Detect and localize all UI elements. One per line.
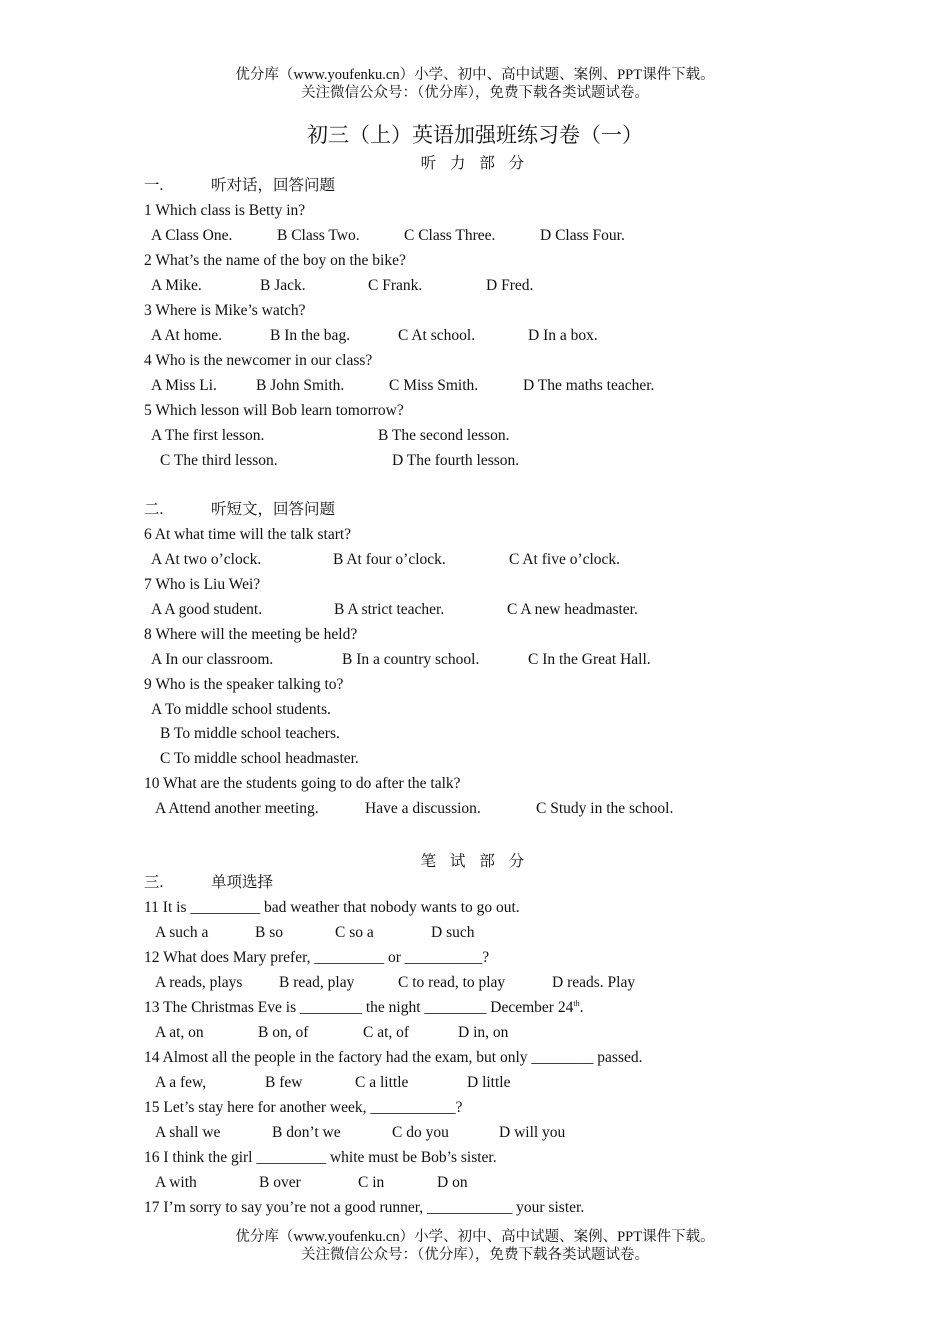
q16-option-d: D on: [437, 1174, 468, 1191]
q1-option-d: D Class Four.: [540, 227, 625, 244]
header-line-2: 关注微信公众号：（优分库），免费下载各类试题试卷。: [301, 85, 649, 101]
q3-option-c: C At school.: [398, 327, 476, 344]
q15-option-d: D will you: [499, 1124, 566, 1141]
part1-label: 听对话，回答问题: [211, 177, 336, 194]
q1-option-c: C Class Three.: [404, 227, 496, 244]
q16-option-c: C in: [358, 1174, 385, 1191]
question-6: 6 At what time will the talk start?: [144, 526, 352, 543]
q11-option-b: B so: [255, 924, 283, 941]
page-title: 初三（上）英语加强班练习卷（一）: [307, 123, 643, 147]
q5-option-d: D The fourth lesson.: [392, 452, 520, 469]
q9-option-b: B To middle school teachers.: [160, 725, 340, 742]
q12-option-d: D reads. Play: [552, 974, 636, 991]
q13-option-b: B on, of: [258, 1024, 309, 1041]
q2-option-a: A Mike.: [151, 277, 202, 294]
header-line-1: 优分库（www.youfenku.cn）小学、初中、高中试题、案例、PPT课件下载。: [235, 67, 715, 83]
q11-option-a: A such a: [155, 924, 209, 941]
q10-option-b: Have a discussion.: [365, 800, 481, 817]
written-heading: 笔 试 部 分: [420, 853, 530, 870]
q2-option-b: B Jack.: [260, 277, 306, 294]
part3-label: 单项选择: [211, 874, 274, 891]
q13-option-c: C at, of: [363, 1024, 410, 1041]
q2-option-c: C Frank.: [368, 277, 423, 294]
part2-number: 二.: [144, 501, 164, 518]
question-5: 5 Which lesson will Bob learn tomorrow?: [144, 402, 404, 419]
q8-option-b: B In a country school.: [342, 651, 480, 668]
q13-end: .: [579, 999, 584, 1016]
q13-option-d: D in, on: [458, 1024, 509, 1041]
q14-option-c: C a little: [355, 1074, 409, 1091]
q15-option-a: A shall we: [155, 1124, 221, 1141]
q5-option-a: A The first lesson.: [151, 427, 265, 444]
q10-option-a: A Attend another meeting.: [155, 800, 319, 817]
q4-option-a: A Miss Li.: [151, 377, 217, 394]
part2-label: 听短文，回答问题: [211, 501, 336, 518]
question-11: 11 It is _________ bad weather that nobody wants to go out.: [144, 899, 520, 916]
question-17: 17 I’m sorry to say you’re not a good runner, ___________ your sister.: [144, 1199, 585, 1216]
q3-option-a: A At home.: [151, 327, 223, 344]
q5-option-b: B The second lesson.: [378, 427, 510, 444]
q1-option-b: B Class Two.: [277, 227, 360, 244]
q13-superscript: th: [573, 999, 580, 1008]
question-2: 2 What’s the name of the boy on the bike?: [144, 252, 406, 269]
q4-option-d: D The maths teacher.: [523, 377, 655, 394]
q15-option-b: B don’t we: [272, 1124, 341, 1141]
q2-option-d: D Fred.: [486, 277, 534, 294]
q12-option-b: B read, play: [279, 974, 355, 991]
q9-option-c: C To middle school headmaster.: [160, 750, 359, 767]
question-4: 4 Who is the newcomer in our class?: [144, 352, 373, 369]
q7-option-b: B A strict teacher.: [334, 601, 445, 618]
q6-option-c: C At five o’clock.: [509, 551, 621, 568]
q13-option-a: A at, on: [155, 1024, 204, 1041]
question-12: 12 What does Mary prefer, _________ or __________?: [144, 949, 490, 966]
q10-option-c: C Study in the school.: [536, 800, 674, 817]
q6-option-b: B At four o’clock.: [333, 551, 446, 568]
q12-option-c: C to read, to play: [398, 974, 506, 991]
q9-option-a: A To middle school students.: [151, 701, 331, 718]
part1-number: 一.: [144, 177, 164, 194]
q8-option-c: C In the Great Hall.: [528, 651, 651, 668]
part3-number: 三.: [144, 874, 164, 891]
q8-option-a: A In our classroom.: [151, 651, 274, 668]
footer-line-2: 关注微信公众号：（优分库），免费下载各类试题试卷。: [301, 1247, 649, 1263]
q11-option-d: D such: [431, 924, 475, 941]
q1-option-a: A Class One.: [151, 227, 233, 244]
question-15: 15 Let’s stay here for another week, ___________?: [144, 1099, 463, 1116]
q13-text: 13 The Christmas Eve is ________ the night ________ December 24: [144, 999, 574, 1016]
q15-option-c: C do you: [392, 1124, 449, 1141]
listening-heading: 听 力 部 分: [420, 155, 530, 172]
q6-option-a: A At two o’clock.: [151, 551, 262, 568]
question-10: 10 What are the students going to do after the talk?: [144, 775, 461, 792]
q4-option-c: C Miss Smith.: [389, 377, 479, 394]
question-7: 7 Who is Liu Wei?: [144, 576, 261, 593]
q7-option-a: A A good student.: [151, 601, 263, 618]
q7-option-c: C A new headmaster.: [507, 601, 638, 618]
q14-option-b: B few: [265, 1074, 303, 1091]
question-9: 9 Who is the speaker talking to?: [144, 676, 344, 693]
q3-option-d: D In a box.: [528, 327, 598, 344]
q16-option-a: A with: [155, 1174, 197, 1191]
question-3: 3 Where is Mike’s watch?: [144, 302, 306, 319]
question-14: 14 Almost all the people in the factory had the exam, but only ________ passed.: [144, 1049, 643, 1066]
q14-option-a: A a few,: [155, 1074, 207, 1091]
question-1: 1 Which class is Betty in?: [144, 202, 306, 219]
question-16: 16 I think the girl _________ white must be Bob’s sister.: [144, 1149, 497, 1166]
footer-line-1: 优分库（www.youfenku.cn）小学、初中、高中试题、案例、PPT课件下载。: [235, 1229, 715, 1245]
q4-option-b: B John Smith.: [256, 377, 345, 394]
question-13: [144, 999, 583, 1017]
q12-option-a: A reads, plays: [155, 974, 243, 991]
question-8: 8 Where will the meeting be held?: [144, 626, 358, 643]
q11-option-c: C so a: [335, 924, 374, 941]
q14-option-d: D little: [467, 1074, 511, 1091]
q16-option-b: B over: [259, 1174, 301, 1191]
q5-option-c: C The third lesson.: [160, 452, 278, 469]
q3-option-b: B In the bag.: [270, 327, 351, 344]
